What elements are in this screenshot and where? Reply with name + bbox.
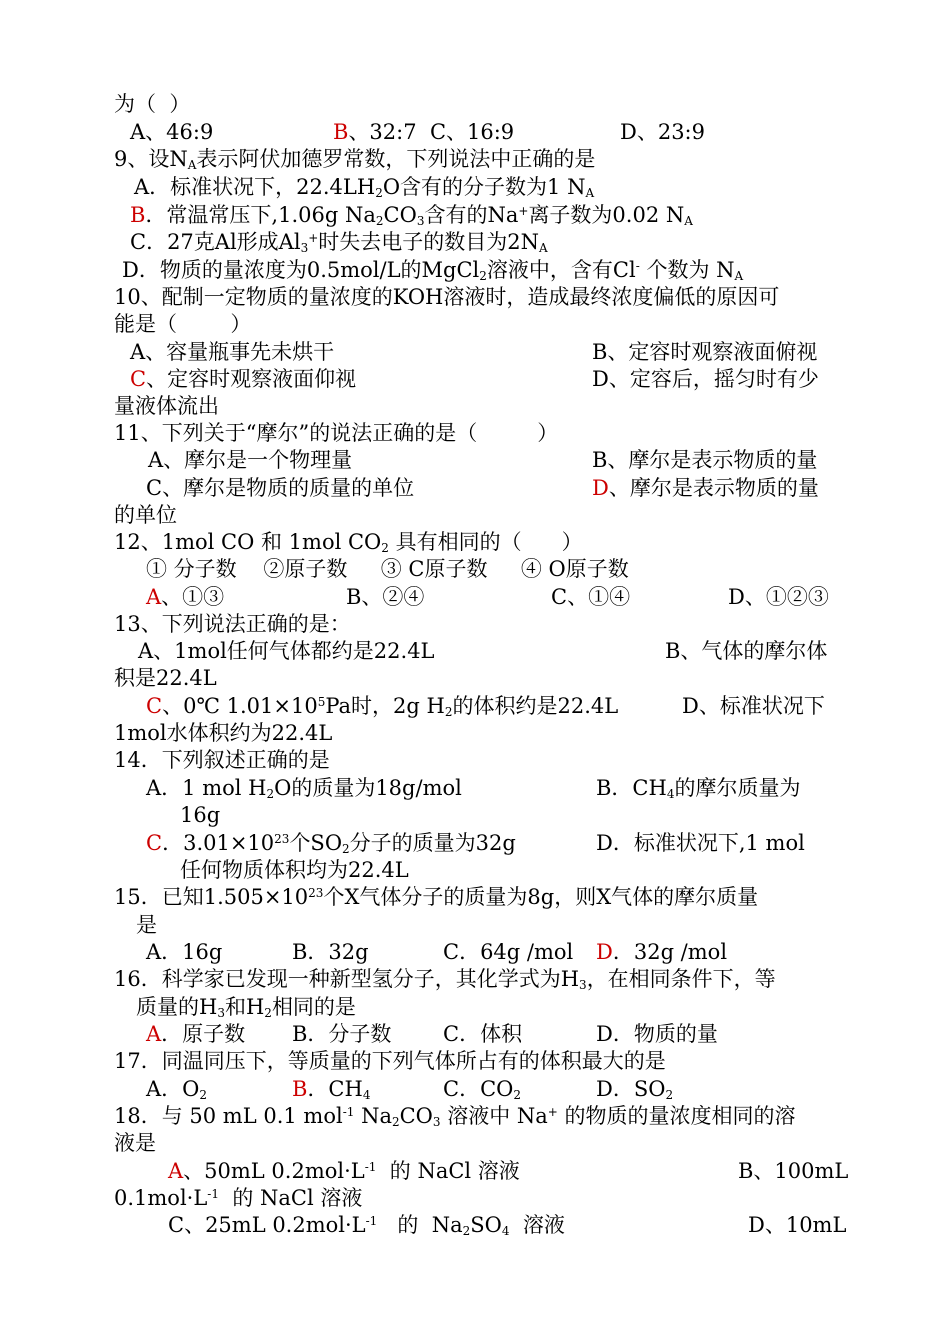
question-13-option-d-cont: 1mol水体积约为22.4L [114, 721, 333, 745]
question-16-option-c: C．体积 [443, 1022, 523, 1046]
question-16-option-b: B．分子数 [292, 1022, 392, 1046]
question-14-option-b-cont: 16g [180, 803, 221, 827]
question-15-stem-end: 是 [136, 913, 157, 937]
question-16-option-d: D．物质的量 [596, 1022, 718, 1046]
question-12-option-d: D、①②③ [728, 585, 829, 609]
question-15-stem: 15．已知$1.505\times 10^{23}$个X气体分子的质量为8g，则X气体的摩尔质量 [114, 885, 759, 909]
question-14-option-a: A．1 mol $H_2O$的质量为18g/mol [146, 776, 462, 801]
question-18-option-c: C、25mL $0.2mol\cdot L^{-1}$ 的 $Na_2SO_4$ 溶液 [168, 1213, 565, 1238]
question-15-option-a: A．16g [146, 940, 223, 964]
question-14-option-c: C．$3.01\times 10^{23}$个$SO_2$分子的质量为32g [146, 831, 516, 856]
question-18-option-a: A、50mL $0.2mol\cdot L^{-1}$ 的 NaCl 溶液 [168, 1159, 520, 1183]
question-17-stem: 17．同温同压下，等质量的下列气体所占有的体积最大的是 [114, 1049, 666, 1073]
question-14-stem: 14．下列叙述正确的是 [114, 748, 330, 772]
question-18-stem-end: 液是 [114, 1131, 156, 1155]
question-17-option-a: A．$O_2$ [146, 1077, 208, 1102]
question-15-option-b: B．32g [292, 940, 369, 964]
question-13-option-b: B、气体的摩尔体 [665, 639, 828, 663]
question-8-answer: B、32:7 C、16:9 [333, 120, 515, 144]
question-12-stem: 12、1mol CO 和 1mol $CO_2$ 具有相同的（ ） [114, 530, 583, 555]
question-18-option-d: D、10mL [748, 1213, 847, 1237]
question-13-option-b-cont: 积是22.4L [114, 666, 217, 690]
question-14-option-d-cont: 任何物质体积均为22.4L [180, 858, 409, 882]
question-10-stem-end: 能是（ ） [114, 312, 252, 336]
question-10-option-a: A、容量瓶事先未烘干 [130, 340, 335, 364]
question-15-option-c: C．64g /mol [443, 940, 574, 964]
question-11-option-d: D、摩尔是表示物质的量 [592, 476, 819, 500]
question-13-option-d: D、标准状况下 [682, 694, 825, 718]
question-10-option-c: C、定容时观察液面仰视 [130, 367, 357, 391]
question-11-option-a: A、摩尔是一个物理量 [148, 448, 353, 472]
question-14-option-d: D．标准状况下,1 mol [596, 831, 805, 855]
question-11-option-b: B、摩尔是表示物质的量 [592, 448, 818, 472]
question-16-option-a: A．原子数 [146, 1022, 246, 1046]
question-18-stem: 18．与 50 mL 0.1 mol$^{-1}$ $Na_2CO_3$ 溶液中 Na+ 的物质的量浓度相同的溶 [114, 1104, 796, 1129]
question-17-option-b: B．$CH_4$ [292, 1077, 371, 1102]
question-10-option-d-cont: 量液体流出 [114, 394, 219, 418]
question-10-option-b: B、定容时观察液面俯视 [592, 340, 818, 364]
question-8-stem-end: 为（ ） [114, 92, 191, 116]
question-15-option-d: D．32g /mol [596, 940, 728, 964]
question-8-options: A、46:9 [130, 120, 214, 144]
question-9-option-c: C．27克Al形成$Al_3^+$时失去电子的数目为$2N_A$ [130, 230, 548, 255]
question-12-items: ① 分子数 ②原子数 ③ C原子数 ④ O原子数 [146, 557, 629, 581]
question-17-option-c: C．$CO_2$ [443, 1077, 521, 1102]
question-9-stem: 9、设$N_A$表示阿伏加德罗常数，下列说法中正确的是 [114, 147, 596, 172]
question-11-option-d-cont: 的单位 [114, 503, 177, 527]
question-14-option-b: B．$CH_4$的摩尔质量为 [596, 776, 801, 801]
question-13-stem: 13、下列说法正确的是： [114, 612, 351, 636]
question-12-option-b: B、②④ [346, 585, 425, 609]
question-13-option-a: A、1mol任何气体都约是22.4L [138, 639, 435, 663]
question-17-option-d: D．$SO_2$ [596, 1077, 674, 1102]
question-9-option-b: B．常温常压下,1.06g $Na_2CO_3$含有的Na+离子数为0.02 $N_A$ [130, 203, 693, 228]
question-16-stem: 16．科学家已发现一种新型氢分子，其化学式为$H_3$，在相同条件下，等 [114, 967, 776, 992]
question-8-option-d: D、23:9 [620, 120, 705, 144]
question-13-option-c: C、0℃ $1.01\times 10^5Pa$时，2g $H_2$的体积约是22.4L [146, 694, 619, 719]
question-9-option-d: D．物质的量浓度为0.5mol/L的MgCl$_2$溶液中，含有Cl- 个数为 $N_A$ [122, 258, 744, 283]
question-11-stem: 11、下列关于“摩尔”的说法正确的是（ ） [114, 421, 559, 445]
question-18-option-b: B、100mL [738, 1159, 849, 1183]
question-18-option-b-cont: $0.1mol\cdot L^{-1}$ 的 NaCl 溶液 [114, 1186, 363, 1210]
question-16-stem-cont: 质量的$H_3$和$H_2$相同的是 [136, 995, 356, 1020]
question-9-option-a: A．标准状况下，$22.4LH_2O$含有的分子数为1 $N_A$ [134, 175, 595, 200]
question-10-option-d: D、定容后，摇匀时有少 [592, 367, 819, 391]
question-12-option-c: C、①④ [551, 585, 631, 609]
question-12-option-a: A、①③ [146, 585, 225, 609]
question-11-option-c: C、摩尔是物质的质量的单位 [146, 476, 415, 500]
question-10-stem: 10、配制一定物质的量浓度的KOH溶液时，造成最终浓度偏低的原因可 [114, 285, 780, 309]
